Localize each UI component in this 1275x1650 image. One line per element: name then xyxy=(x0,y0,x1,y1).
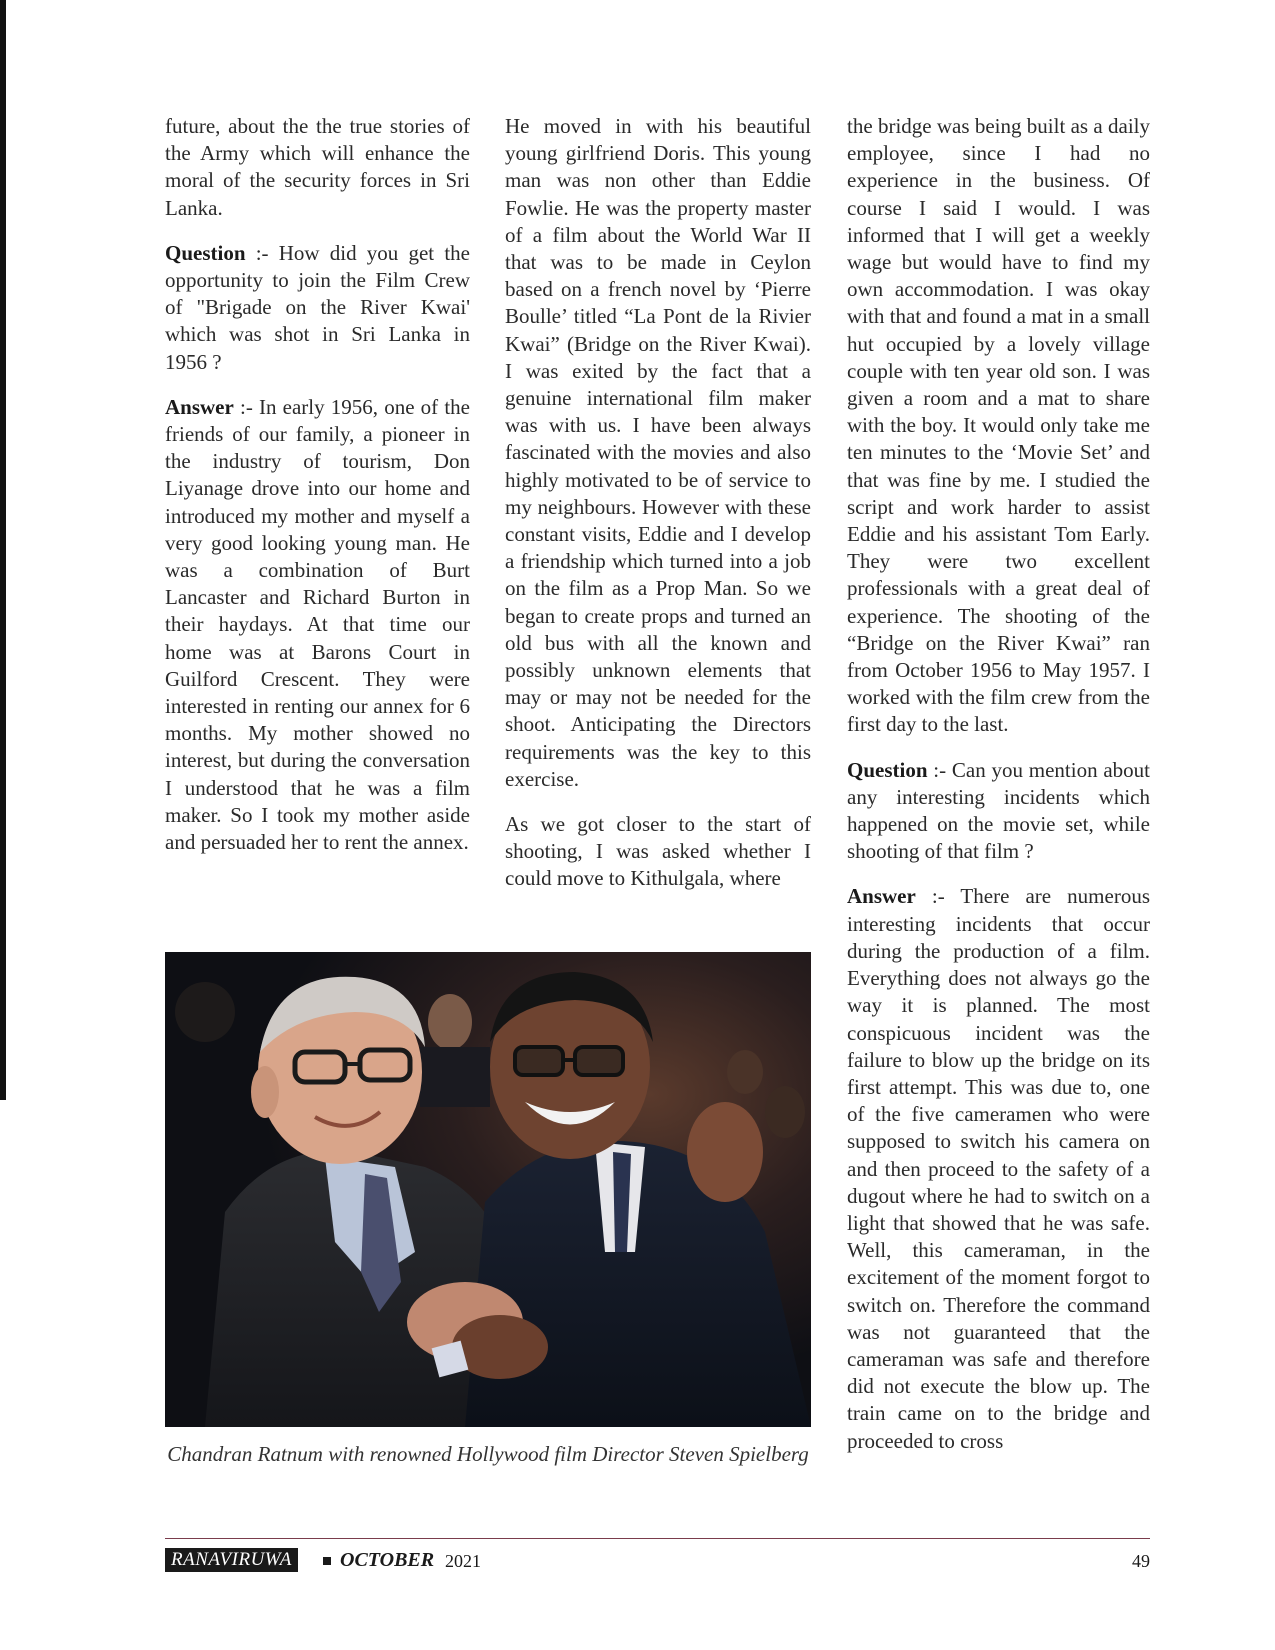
question-text: :- Can you mention about any interesting incidents which happened on the movie set, while shooting of that film ? xyxy=(847,757,1150,864)
answer-paragraph xyxy=(165,394,470,856)
column-1 xyxy=(165,113,470,856)
column-3 xyxy=(847,113,1150,1455)
page-footer xyxy=(165,1548,1150,1574)
square-bullet-icon xyxy=(323,1557,331,1565)
article-photo xyxy=(165,952,811,1427)
paragraph: the bridge was being built as a daily employee, since I had no experience in the business. Of course I said I would. I was informed that I will get a weekly wage but would have to find my own accommodation. I was okay with that and found a mat in a small hut occupied by a lovely village couple with ten year old son. I was given a room and a mat to share with the boy. It would only take me ten minutes to the ‘Movie Set’ and that was fine by me. I studied the script and work harder to assist Eddie and his assistant Tom Early. They were two excellent professionals with a great deal of experience. The shooting of the “Bridge on the River Kwai” ran from October 1956 to May 1957. I worked with the film crew from the first day to the last. xyxy=(847,114,1150,737)
question-paragraph xyxy=(165,240,470,376)
paragraph: He moved in with his beautiful young girlfriend Doris. This young man was non other than Eddie Fowlie. He was the property master of a film about the World War II that was to be made in Ceylon based on a french novel by ‘Pierre Boulle’ titled “La Pont de la Rivier Kwai” (Bridge on the River Kwai). I was exited by the fact that a genuine international film maker was with us. I have been always fascinated with the movies and also highly motivated to be of service to my neighbours. However with these constant visits, Eddie and I develop a friendship which turned into a job on the film as a Prop Man. So we began to create props and turned an old bus with all the known and possibly unknown elements that may or may not be needed for the shoot. Anticipating the Directors requirements was the key to this exercise. xyxy=(505,114,811,791)
page-edge-bar xyxy=(0,0,6,1100)
answer-text: :- In early 1956, one of the friends of our family, a pioneer in the industry of tourism, Don Liyanage drove into our home and introduced my mother and myself a very good looking young man. He was a combination of Burt Lancaster and Richard Burton in their haydays. At that time our home was at Barons Court in Guilford Crescent. They were interested in renting our annex for 6 months. My mother showed no interest, but during the conversation I understood that he was a film maker. So I took my mother aside and persuaded her to rent the annex. xyxy=(165,394,470,855)
paragraph: As we got closer to the start of shooting, I was asked whether I could move to Kithulgala, where xyxy=(505,812,811,891)
answer-label: Answer xyxy=(165,394,234,419)
issue-year: 2021 xyxy=(445,1551,481,1571)
question-label: Question xyxy=(165,240,246,265)
question-label: Question xyxy=(847,757,928,782)
footer-divider xyxy=(165,1538,1150,1539)
paragraph: future, about the the true stories of the Army which will enhance the moral of the security forces in Sri Lanka. xyxy=(165,114,470,220)
question-text: :- How did you get the opportunity to join the Film Crew of "Brigade on the River Kwai' which was shot in Sri Lanka in 1956 ? xyxy=(165,240,470,374)
photo-caption: Chandran Ratnum with renowned Hollywood film Director Steven Spielberg xyxy=(167,1442,809,1466)
question-paragraph xyxy=(847,757,1150,866)
magazine-name: RANAVIRUWA xyxy=(165,1548,298,1572)
issue-month: OCTOBER xyxy=(340,1549,435,1571)
answer-paragraph xyxy=(847,883,1150,1454)
photo-illustration xyxy=(165,952,811,1427)
answer-label: Answer xyxy=(847,884,916,909)
page-number: 49 xyxy=(1132,1551,1150,1571)
column-2 xyxy=(505,113,811,893)
answer-text: :- There are numerous interesting incidents that occur during the production of a film. Everything does not always go the way it is planned. The most conspicuous incident was the failure to blow up the bridge on its first attempt. This was due to, one of the five cameramen who were supposed to switch his camera on and then proceed to the safety of a dugout where he had to switch on a light that showed that he was safe. Well, this cameraman, in the excitement of the moment forgot to switch on. Therefore the command was not guaranteed that the cameraman was safe and therefore did not execute the blow up. The train came on to the bridge and proceeded to cross xyxy=(847,884,1150,1453)
